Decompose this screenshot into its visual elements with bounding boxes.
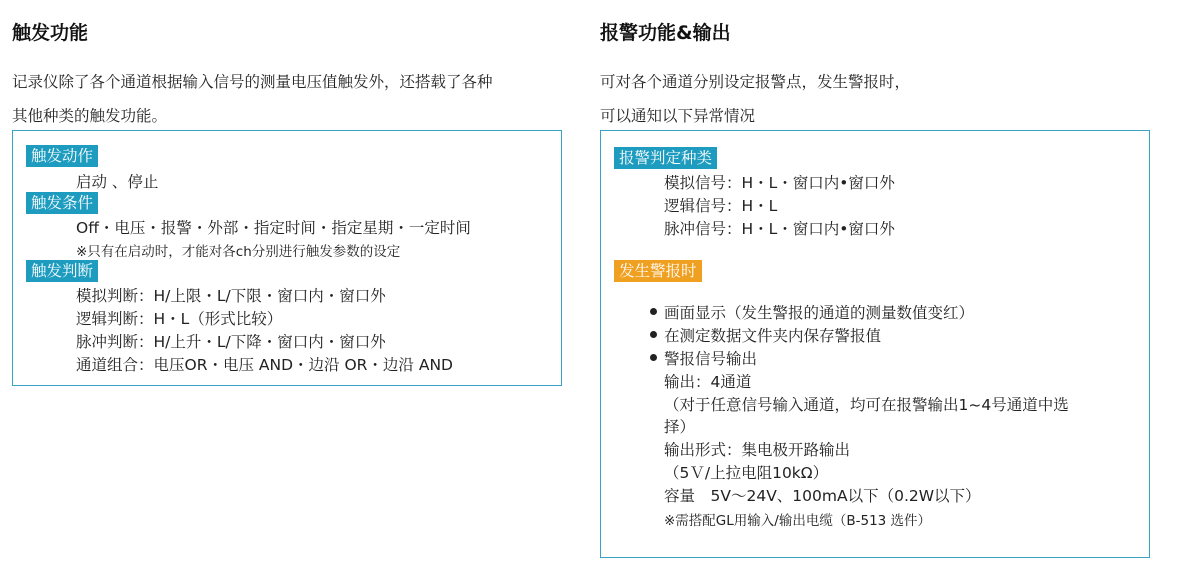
- alarm-bullet-signal-output: 警报信号输出: [664, 350, 758, 368]
- judge-pulse-line: 脉冲信号：H・L・窗口内•窗口外: [664, 220, 895, 238]
- judgement-analog-line: 模拟判断：H/上限・L/下限・窗口内・窗口外: [76, 287, 386, 305]
- output-format-line: 输出形式：集电极开路输出: [664, 441, 851, 459]
- alarm-details-box: [600, 130, 1150, 558]
- bullet-icon: [650, 354, 657, 361]
- alarm-function-title: 报警功能&输出: [600, 22, 731, 44]
- output-channels-line: 输出：4通道: [664, 373, 752, 391]
- trigger-intro-line1: 记录仪除了各个通道根据输入信号的测量电压值触发外，还搭载了各种: [12, 73, 493, 91]
- trigger-condition-note: ※只有在启动时，才能对各ch分别进行触发参数的设定: [76, 244, 401, 260]
- judgement-channel-combo-line: 通道组合：电压OR・电压 AND・边沿 OR・边沿 AND: [76, 356, 453, 374]
- trigger-action-line: 启动 、停止: [76, 173, 159, 191]
- cable-note: ※需搭配GL用输入/输出电缆（B-513 选件）: [664, 513, 932, 529]
- tag-on-alarm: 发生警报时: [614, 260, 702, 282]
- output-channels-detail-line: （对于任意信号输入通道，均可在报警输出1~4号通道中选: [664, 396, 1069, 414]
- trigger-intro-line2: 其他种类的触发功能。: [12, 107, 168, 125]
- alarm-bullet-display: 画面显示（发生警报的通道的测量数值变红）: [664, 304, 975, 322]
- trigger-condition-line: Off・电压・报警・外部・指定时间・指定星期・一定时间: [76, 219, 471, 237]
- output-channels-detail-cont: 择）: [664, 418, 696, 436]
- bullet-icon: [650, 331, 657, 338]
- trigger-details-box: [12, 130, 562, 386]
- tag-trigger-condition: 触发条件: [26, 192, 98, 214]
- judge-analog-line: 模拟信号：H・L・窗口内•窗口外: [664, 174, 895, 192]
- alarm-intro-line1: 可对各个通道分别设定报警点，发生警报时，: [600, 73, 911, 91]
- alarm-intro-line2: 可以通知以下异常情况: [600, 107, 756, 125]
- tag-trigger-judgement: 触发判断: [26, 260, 98, 282]
- output-format-detail-line: （5Ｖ/上拉电阻10kΩ）: [664, 464, 829, 482]
- output-capacity-line: 容量 5V～24V、100mA以下（0.2W以下）: [664, 487, 981, 505]
- tag-alarm-judgement-types: 报警判定种类: [614, 147, 717, 169]
- tag-trigger-action: 触发动作: [26, 145, 98, 167]
- judge-logic-line: 逻辑信号：H・L: [664, 197, 778, 215]
- trigger-function-title: 触发功能: [12, 22, 89, 44]
- bullet-icon: [650, 308, 657, 315]
- alarm-bullet-save: 在测定数据文件夹内保存警报值: [664, 327, 882, 345]
- judgement-pulse-line: 脉冲判断：H/上升・L/下降・窗口内・窗口外: [76, 333, 386, 351]
- judgement-logic-line: 逻辑判断：H・L（形式比较）: [76, 310, 283, 328]
